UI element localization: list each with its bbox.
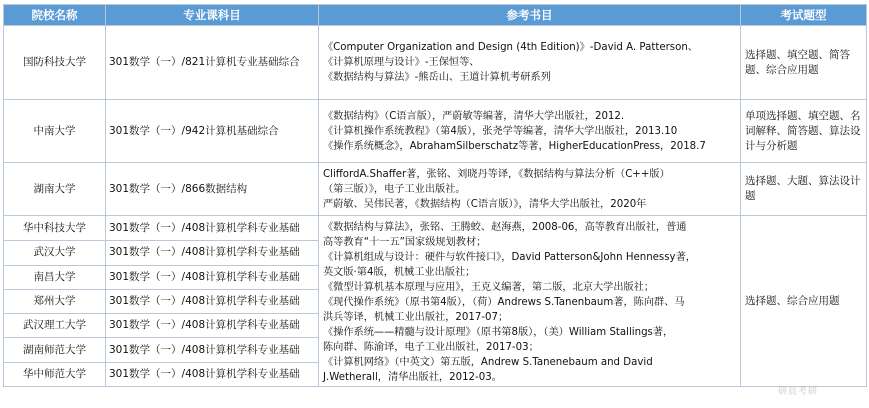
header-subject: 专业课科目 bbox=[106, 5, 319, 26]
header-books: 参考书目 bbox=[319, 5, 741, 26]
reference-books bbox=[319, 26, 741, 100]
book-line: 英文版·第4版，机械工业出版社； bbox=[323, 267, 476, 278]
book-line: 《计算机操作系统教程》（第4版），张尧学等编著，清华大学出版社，2013.10 bbox=[323, 125, 678, 137]
book-line: 《Computer Organization and Design (4th Edition)》-David A. Patterson、 bbox=[323, 42, 698, 53]
question-types: 选择题、大题、算法设计题 bbox=[741, 163, 867, 216]
table-row bbox=[4, 163, 867, 216]
subject-name: 301数学（一）/408计算机学科专业基础 bbox=[106, 216, 319, 241]
school-name: 湖南大学 bbox=[4, 163, 106, 216]
table-row bbox=[4, 26, 867, 100]
school-name: 华中师范大学 bbox=[4, 362, 106, 386]
book-line: 《现代操作系统》（原书第4版），（荷）Andrews S.Tanenbaum著，陈向群、马 bbox=[323, 297, 685, 308]
school-name: 中南大学 bbox=[4, 100, 106, 163]
subject-name: 301数学（一）/408计算机学科专业基础 bbox=[106, 314, 319, 338]
reference-books bbox=[319, 100, 741, 163]
table-header-row bbox=[4, 5, 867, 26]
subject-name: 301数学（一）/821计算机专业基础综合 bbox=[106, 26, 319, 100]
reference-books-shared bbox=[319, 216, 741, 387]
book-line: 洪兵等译，机械工业出版社，2017-07； bbox=[323, 312, 509, 323]
book-line: （第三版）》，电子工业出版社。 bbox=[323, 183, 466, 195]
subject-name: 301数学（一）/408计算机学科专业基础 bbox=[106, 289, 319, 313]
reference-books bbox=[319, 163, 741, 216]
book-line: J.Wetherall，清华出版社，2012-03。 bbox=[323, 372, 502, 383]
school-name: 武汉理工大学 bbox=[4, 314, 106, 338]
book-line: 《计算机原理与设计》-王保恒等、 bbox=[323, 57, 480, 68]
book-line: 高等教育“十一五”国家级规划教材； bbox=[323, 237, 487, 248]
subject-name: 301数学（一）/866数据结构 bbox=[106, 163, 319, 216]
book-line: 《操作系统概念》，AbrahamSilberschatz等著，HigherEducationPress，2018.7 bbox=[323, 140, 706, 152]
subject-name: 301数学（一）/408计算机学科专业基础 bbox=[106, 338, 319, 362]
subject-name: 301数学（一）/942计算机基础综合 bbox=[106, 100, 319, 163]
book-line: 《计算机组成与设计：硬件与软件接口》，David Patterson&John Hennessy著， bbox=[323, 252, 696, 263]
book-line: 陈向群、陈渝译，电子工业出版社，2017-03； bbox=[323, 342, 539, 353]
table-row bbox=[4, 216, 867, 241]
book-line: 《数据结构》（C语言版），严蔚敏等编著，清华大学出版社，2012. bbox=[323, 110, 625, 122]
watermark: 研晨考研 bbox=[778, 387, 819, 397]
book-line: 《数据结构与算法》，张铭、王腾蛟、赵海燕，2008-06，高等教育出版社，普通 bbox=[323, 222, 687, 233]
table-row bbox=[4, 100, 867, 163]
book-line: 《数据结构与算法》-熊岳山、王道计算机考研系列 bbox=[323, 72, 551, 83]
question-types: 单项选择题、填空题、名词解释、简答题、算法设计与分析题 bbox=[741, 100, 867, 163]
exam-reference-table bbox=[3, 4, 867, 387]
school-name: 武汉大学 bbox=[4, 241, 106, 265]
book-line: 《计算机网络》（中英文）第五版，Andrew S.Tanenebaum and David bbox=[323, 357, 653, 368]
subject-name: 301数学（一）/408计算机学科专业基础 bbox=[106, 265, 319, 289]
school-name: 华中科技大学 bbox=[4, 216, 106, 241]
question-types-shared: 选择题、综合应用题 bbox=[741, 216, 867, 387]
school-name: 南昌大学 bbox=[4, 265, 106, 289]
subject-name: 301数学（一）/408计算机学科专业基础 bbox=[106, 241, 319, 265]
book-line: 严蔚敏、吴伟民著，《数据结构（C语言版）》，清华大学出版社，2020年 bbox=[323, 198, 647, 210]
school-name: 国防科技大学 bbox=[4, 26, 106, 100]
subject-name: 301数学（一）/408计算机学科专业基础 bbox=[106, 362, 319, 386]
header-school: 院校名称 bbox=[4, 5, 106, 26]
school-name: 湖南师范大学 bbox=[4, 338, 106, 362]
school-name: 郑州大学 bbox=[4, 289, 106, 313]
book-line: 《操作系统——精髓与设计原理》（原书第8版），（美）William Stallings著， bbox=[323, 327, 674, 338]
question-types: 选择题、填空题、简答题、综合应用题 bbox=[741, 26, 867, 100]
header-types: 考试题型 bbox=[741, 5, 867, 26]
book-line: 《微型计算机基本原理与应用》，王克义编著，第二版，北京大学出版社； bbox=[323, 282, 655, 293]
book-line: CliffordA.Shaffer著，张铭、刘晓丹等译，《数据结构与算法分析（C++版） bbox=[323, 168, 670, 180]
